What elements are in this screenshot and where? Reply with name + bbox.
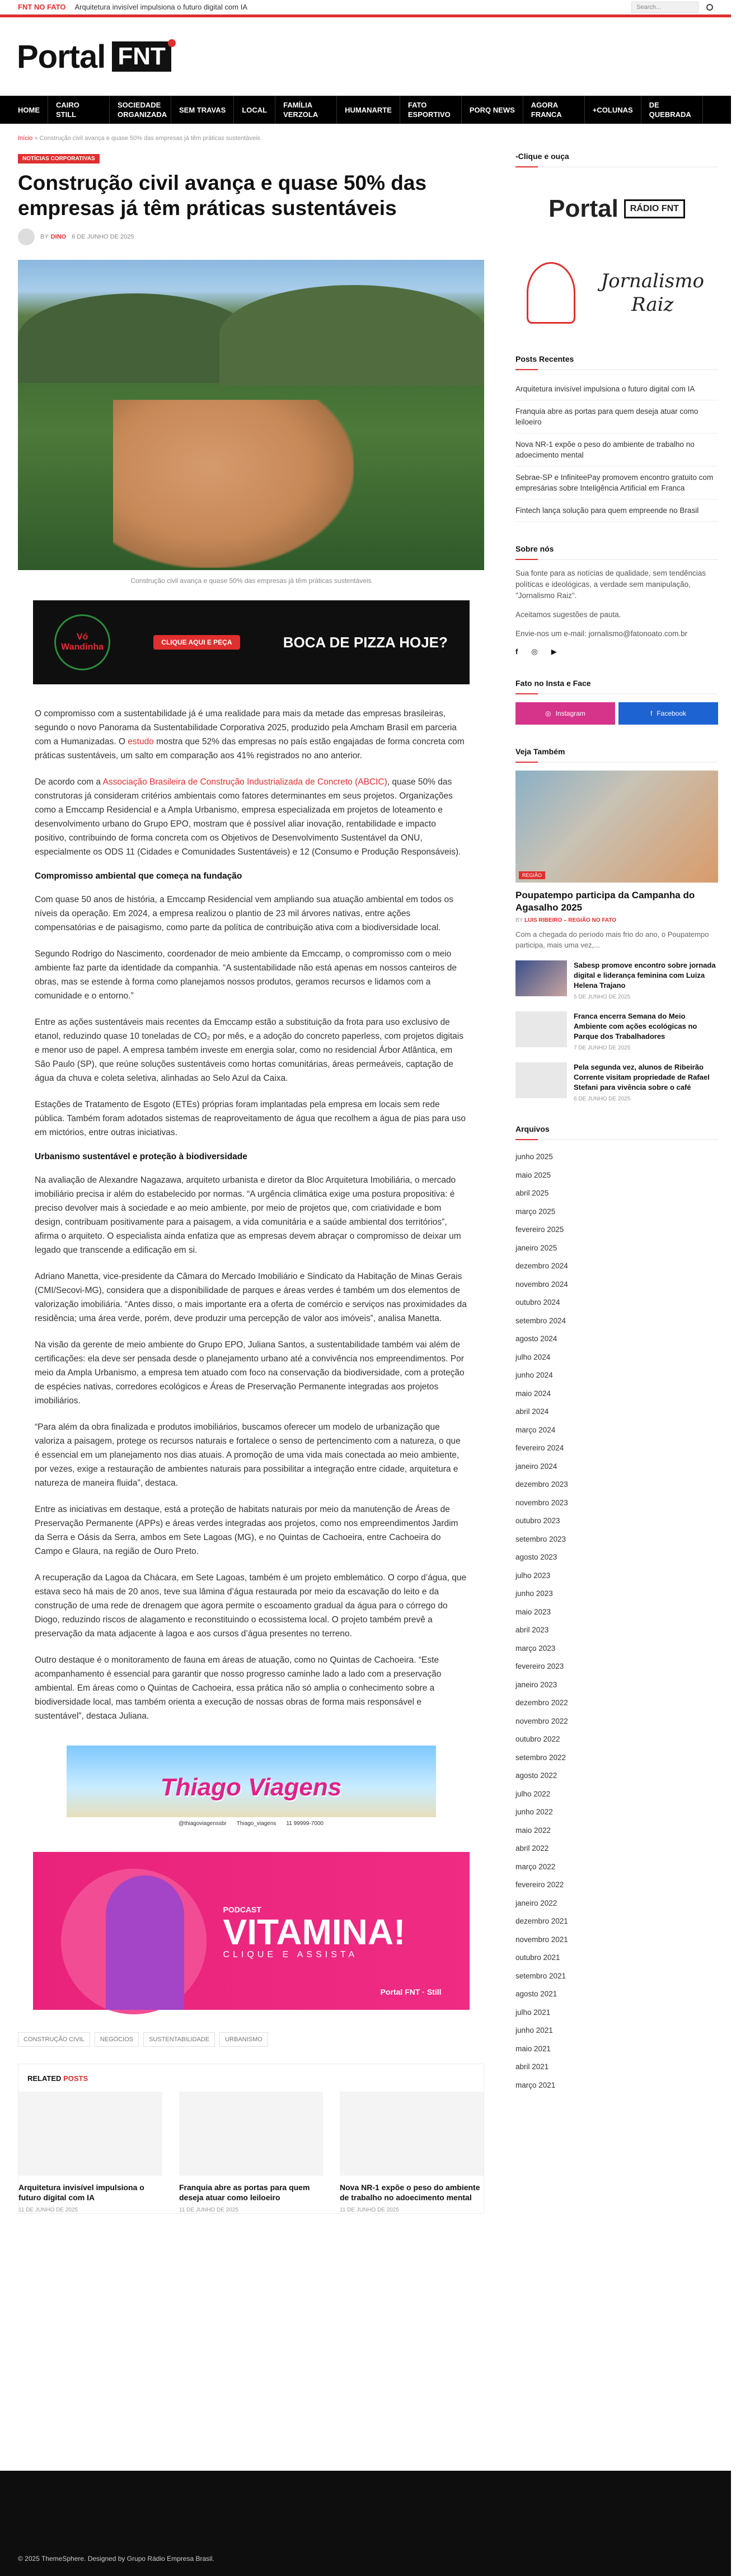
podcast-subtitle: CLIQUE E ASSISTA: [223, 1950, 358, 1959]
article-column: [18, 124, 502, 2214]
article-date: 6 DE JUNHO DE 2025: [72, 234, 134, 240]
related-title[interactable]: Franquia abre as portas para quem deseja atuar como leiloeiro: [179, 2183, 310, 2202]
nav-item[interactable]: HUMANARTE: [337, 96, 400, 124]
about-widget: [515, 544, 718, 656]
author-avatar[interactable]: [18, 228, 35, 245]
widget-title: Sobre nós: [515, 544, 718, 560]
archive-link[interactable]: julho 2021: [515, 2008, 551, 2017]
archive-link[interactable]: outubro 2024: [515, 1298, 560, 1306]
featured-post-image[interactable]: [515, 771, 718, 883]
widget-title: Veja Também: [515, 747, 718, 763]
nav-item[interactable]: FAMÍLIA VERZOLA: [275, 96, 337, 124]
paragraph: A recuperação da Lagoa da Chácara, em Sete Lagoas, também é um projeto emblemático. O corpo d’água, que estava seco há mais de 20 anos, teve sua lâmina d’água restaurada por meio da escavação do leito e da construção de uma rede de drenagem que agora permite o escoamento gradual da água para o córrego do Diogo, reduzindo riscos de alagamento e reconstituindo o ecossistema local. O projeto também prevê a preservação da mata adjacente à lagoa e aos cursos d’água presentes no terreno.: [35, 1573, 467, 1639]
podcast-ad-banner[interactable]: [33, 1852, 470, 2010]
youtube-icon[interactable]: ▶: [551, 647, 557, 656]
archive-link[interactable]: abril 2025: [515, 1189, 549, 1197]
see-also-item[interactable]: [515, 960, 718, 1000]
about-email[interactable]: Envie-nos um e-mail: jornalismo@fatonoato.com.br: [515, 629, 688, 638]
logo-mark: FNT: [112, 41, 171, 72]
recent-post-link[interactable]: Nova NR-1 expõe o peso do ambiente de trabalho no adoecimento mental: [515, 433, 718, 466]
widget-title: Posts Recentes: [515, 354, 718, 370]
paragraph: Adriano Manetta, vice-presidente da Câmara do Mercado Imobiliário e Sindicato da Habitação de Minas Gerais (CMI/Secovi-MG), considera que a disponibilidade de parques e áreas verdes é também um dos elementos de valorização imobiliária. “Antes disso, o mais importante era a oferta de comércio e serviços nas proximidades da residência; uma área verde, porém, deve produzir uma percepção de valor aos imóveis”, analisa Manetta.: [35, 1272, 467, 1323]
archive-link[interactable]: abril 2022: [515, 1844, 549, 1852]
paragraph: “Para além da obra finalizada e produtos imobiliários, buscamos oferecer um modelo de urbanização que valoriza a paisagem, protege os recursos naturais e fortalece o senso de pertencimento com a natureza, o que é essencial em um planejamento nos dias atuais. A promoção de uma vida mais conectada ao meio ambiente, por vezes, exige a restauração de ambientes naturais para possibilitar a integração entre cidade, arquitetura e natureza de maneira fluida”, destaca.: [35, 1422, 461, 1488]
top-bar: [0, 0, 731, 15]
see-also-item[interactable]: [515, 1011, 718, 1051]
travel-ad-title: Thiago Viagens: [160, 1774, 342, 1801]
paragraph: Entre as iniciativas em destaque, está a proteção de habitats naturais por meio da manutenção de Áreas de Preservação Permanente (APPs) e áreas verdes integradas aos projetos, como nos empreendimentos Jardim da Serra e Oásis da Serra, ambos em Sete Lagoas (MG), e no Quintas de Cachoeira, entre Cachoeira do Campo e Glaura, na região de Ouro Preto.: [35, 1505, 458, 1556]
featured-post-excerpt: Com a chegada do período mais frio do ano, o Poupatempo participa, mais uma vez,...: [515, 930, 709, 949]
related-date: 11 DE JUNHO DE 2025: [179, 2207, 238, 2213]
related-date: 11 DE JUNHO DE 2025: [18, 2207, 78, 2213]
related-title[interactable]: Arquitetura invisível impulsiona o futuro digital com IA: [18, 2183, 144, 2202]
pizza-ad-headline: BOCA DE PIZZA HOJE?: [283, 634, 448, 651]
archive-link[interactable]: julho 2024: [515, 1352, 551, 1361]
about-text: Sua fonte para as notícias de qualidade, sem tendências políticas e ideológicas, a verdade sem manipulação, "Jornalismo Raiz".: [515, 569, 706, 600]
podcast-title: VITAMINA!: [223, 1912, 406, 1952]
paragraph: Na avaliação de Alexandre Nagazawa, arquiteto urbanista e diretor da Bloc Arquitetura Imobiliária, o mercado imobiliário precisa ir além do estabelecido por normas. “A urgência climática exige uma postura propositiva: é preciso devolver mais à sociedade e ao meio ambiente, por meio de projetos que, com criatividade e bom design, contribuam positivamente para a paisagem, a vida comunitária e a saúde ambiental dos territórios”, afirma o arquiteto. O especialista ainda enfatiza que as empresas devem abraçar o compromisso de deixar um legado que transcende a edificação em si.: [35, 1175, 461, 1255]
archive-link[interactable]: junho 2022: [515, 1808, 553, 1816]
facebook-icon: f: [650, 710, 653, 717]
related-title[interactable]: Nova NR-1 expõe o peso do ambiente de trabalho no adoecimento mental: [340, 2183, 480, 2202]
see-also-item[interactable]: [515, 1062, 718, 1102]
nav-item[interactable]: DE QUEBRADA: [641, 96, 703, 124]
archive-link[interactable]: dezembro 2024: [515, 1262, 568, 1270]
recent-post-link[interactable]: Sebrae-SP e InfiniteePay promovem encontro gratuito com empresárias sobre Inteligência Artificial em Franca: [515, 466, 718, 500]
archive-link[interactable]: maio 2025: [515, 1170, 551, 1179]
category-badge[interactable]: REGIÃO: [519, 871, 545, 879]
archive-link[interactable]: agosto 2022: [515, 1771, 557, 1780]
instagram-button[interactable]: ◎ Instagram: [515, 702, 615, 725]
see-also-thumbnail[interactable]: [515, 960, 567, 996]
archive-link[interactable]: setembro 2023: [515, 1534, 566, 1543]
archive-link[interactable]: dezembro 2023: [515, 1480, 568, 1488]
search-input[interactable]: Search...: [631, 2, 699, 13]
recent-post-link[interactable]: Arquitetura invisível impulsiona o futuro digital com IA: [515, 378, 718, 400]
archive-link[interactable]: novembro 2023: [515, 1498, 568, 1507]
widget-title: Arquivos: [515, 1124, 718, 1140]
widget-title: -Clique e ouça: [515, 152, 718, 167]
archive-link[interactable]: maio 2023: [515, 1607, 551, 1616]
author-name[interactable]: LUIS RIBEIRO: [524, 917, 562, 923]
archive-link[interactable]: dezembro 2021: [515, 1917, 568, 1925]
instagram-icon: ◎: [545, 710, 551, 717]
nav-item[interactable]: SOCIEDADE ORGANIZADA: [110, 96, 171, 124]
instagram-icon[interactable]: ◎: [531, 647, 538, 656]
site-logo[interactable]: [17, 38, 171, 76]
article-body: [18, 707, 484, 1723]
breadcrumb-current: Construção civil avança e quase 50% das empresas já têm práticas sustentáveis: [39, 135, 260, 142]
nav-item[interactable]: PORQ NEWS: [462, 96, 523, 124]
tag-link[interactable]: URBANISMO: [219, 2032, 268, 2047]
archive-link[interactable]: janeiro 2024: [515, 1462, 557, 1471]
archive-link[interactable]: março 2024: [515, 1425, 556, 1434]
related-card[interactable]: [340, 2092, 484, 2213]
about-text: Aceitamos sugestões de pauta.: [515, 610, 621, 619]
archive-link[interactable]: janeiro 2023: [515, 1680, 557, 1689]
see-also-thumbnail[interactable]: [515, 1011, 567, 1047]
related-card[interactable]: [18, 2092, 162, 2213]
category-badge[interactable]: NOTÍCIAS CORPORATIVAS: [18, 154, 100, 164]
archive-link[interactable]: abril 2024: [515, 1407, 549, 1416]
podcast-brand: Portal FNT · Still: [380, 1987, 442, 1996]
featured-post-title[interactable]: Poupatempo participa da Campanha do Agasalho 2025: [515, 890, 695, 913]
site-footer: [0, 2471, 731, 2576]
see-also-widget: [515, 747, 718, 1102]
paragraph: De acordo com a Associação Brasileira de Construção Industrializada de Concreto (ABCIC), quase 50% das construtoras já consideram critérios ambientais como fatores determinantes em seus projetos. Organizações como a Emccamp Residencial e a Ampla Urbanismo, empresa especializada em projetos de loteamento e desenvolvimento urbano do Grupo EPO, mostram que é possível aliar inovação, rentabilidade e impacto positivo, contribuindo de forma concreta com os Objetivos de Desenvolvimento Sustentável da ONU, especialmente os ODS 11 (Cidades e Comunidades Sustentáveis) e 12 (Consumo e Produção Responsáveis).: [35, 777, 461, 857]
nav-item[interactable]: HOME: [10, 96, 48, 124]
archive-link[interactable]: fevereiro 2023: [515, 1662, 564, 1670]
related-thumbnail[interactable]: [179, 2092, 323, 2176]
insta-face-widget: [515, 679, 718, 725]
widget-title: Fato no Insta e Face: [515, 679, 718, 694]
paragraph: Na visão da gerente de meio ambiente do Grupo EPO, Juliana Santos, a sustentabilidade também vai além de certificações: ela deve ser pensada desde o planejamento urbano até a convivência nos empreendimentos. Por meio da Ampla Urbanismo, a empresa tem atuado com foco na conservação da biodiversidade, com a proteção de espécies nativas, corredores ecológicos e Áreas de Preservação Permanente integradas aos projetos imobiliários.: [35, 1340, 465, 1406]
archive-link[interactable]: janeiro 2022: [515, 1898, 557, 1907]
paragraph: Entre as ações sustentáveis mais recentes da Emccamp estão a substituição da frota para uso exclusivo de etanol, reduzindo quase 10 toneladas de CO₂ por mês, e a adoção do concreto paperless, com projetos digitais e menor uso de papel. A empresa também investe em energia solar, como no residencial Árbor Atlântica, em São Paulo (SP), que reúne soluções sustentáveis como hortas comunitárias, áreas permeáveis, captação de água da chuva e coleta seletiva, alinhadas ao Selo Azul da Caixa.: [35, 1018, 463, 1083]
article-meta: [18, 228, 484, 245]
see-also-title[interactable]: Pela segunda vez, alunos de Ribeirão Corrente visitam propriedade de Rafael Stefani para vivência sobre o café: [574, 1063, 710, 1091]
section-heading: Compromisso ambiental que começa na fundação: [35, 871, 242, 881]
archive-link[interactable]: maio 2022: [515, 1826, 551, 1835]
see-also-date: 7 DE JUNHO DE 2025: [574, 1045, 631, 1051]
logo-text: Portal: [17, 38, 106, 75]
facebook-button[interactable]: f Facebook: [618, 702, 718, 725]
sidebar: [515, 124, 718, 2214]
related-posts: [18, 2064, 484, 2214]
nav-item[interactable]: SEM TRAVAS: [171, 96, 234, 124]
archive-link[interactable]: maio 2024: [515, 1389, 551, 1398]
archive-link[interactable]: abril 2023: [515, 1626, 549, 1634]
see-also-title[interactable]: Sabesp promove encontro sobre jornada digital e liderança feminina com Luiza Helena Trajano: [574, 961, 716, 990]
related-thumbnail[interactable]: [340, 2092, 484, 2176]
breadcrumb-home[interactable]: Início: [18, 135, 33, 142]
main-nav: [0, 96, 731, 124]
author-name[interactable]: DINO: [50, 234, 67, 240]
related-title: RELATED POSTS: [27, 2074, 88, 2083]
archive-link[interactable]: junho 2023: [515, 1589, 553, 1598]
featured-post[interactable]: REGIÃO Poupatempo participa da Campanha do Agasalho 2025 BY LUIS RIBEIRO – REGIÃO NO FATO Com a chegada do período mais frio do ano, o Poupatempo participa, mais uma vez,...: [515, 771, 718, 950]
paragraph: Segundo Rodrigo do Nascimento, coordenador de meio ambiente da Emccamp, o compromisso com o meio ambiente faz parte da identidade da companhia. “A sustentabilidade não está apenas em nossos canteiros de obras, mas se estende à forma como planejamos nossos produtos, geramos recursos e lidamos com a comunidade e o entorno.”: [35, 949, 457, 1001]
tag-link[interactable]: NEGÓCIOS: [95, 2032, 139, 2047]
archive-link[interactable]: março 2023: [515, 1644, 556, 1653]
archive-link[interactable]: março 2021: [515, 2080, 556, 2089]
nav-item[interactable]: AGORA FRANCA: [523, 96, 585, 124]
archive-link[interactable]: agosto 2021: [515, 1990, 557, 1998]
archive-widget: [515, 1124, 718, 2094]
topbar-tag[interactable]: FNT NO FATO: [18, 3, 66, 11]
travel-ad-banner[interactable]: [67, 1746, 436, 1830]
see-also-title[interactable]: Franca encerra Semana do Meio Ambiente com ações ecológicas no Parque dos Trabalhadores: [574, 1012, 697, 1040]
archive-link[interactable]: março 2022: [515, 1862, 556, 1871]
related-thumbnail[interactable]: [18, 2092, 162, 2176]
archive-link[interactable]: julho 2023: [515, 1571, 551, 1580]
image-caption: Construção civil avança e quase 50% das empresas já têm práticas sustentáveis: [130, 577, 372, 585]
archive-link[interactable]: julho 2022: [515, 1789, 551, 1798]
archive-link[interactable]: dezembro 2022: [515, 1698, 568, 1707]
paragraph: Com quase 50 anos de história, a Emccamp Residencial vem ampliando sua atuação ambiental em todos os níveis da operação. Em 2024, a empresa realizou o plantio de 23 mil árvores nativas, entre ações compensatórias e de paisagismo, como parte da política de contribuição ativa com a biodiversidade local.: [35, 895, 453, 932]
hero-image: [18, 260, 484, 570]
social-icons: [515, 647, 718, 656]
copyright: © 2025 ThemeSphere. Designed by Grupo Rádio Empresa Brasil.: [18, 2555, 214, 2563]
podcast-label: PODCAST: [223, 1905, 261, 1914]
archive-link[interactable]: março 2025: [515, 1207, 556, 1216]
travel-ad-footer: @thiagoviagenssbr Thiago_viagens 11 99999-7000: [67, 1817, 436, 1830]
jornalismo-raiz-logo[interactable]: Jornalismo Raiz: [515, 254, 718, 332]
paragraph: O compromisso com a sustentabilidade já é uma realidade para mais da metade das empresas brasileiras, segundo o novo Panorama da Sustentabilidade Corporativa 2025, produzido pela Amcham Brasil em parceria com a Humanizadas. O estudo mostra que 52% das empresas no país estão engajadas de forma concreta com práticas sustentáveis, um salto em comparação aos 41% registrados no ano anterior.: [35, 709, 465, 760]
recent-post-link[interactable]: Franquia abre as portas para quem deseja atuar como leiloeiro: [515, 400, 718, 433]
by-label: BY: [40, 234, 49, 240]
archive-link[interactable]: junho 2021: [515, 2026, 553, 2034]
pizza-ad-button[interactable]: CLIQUE AQUI E PEÇA: [153, 635, 240, 650]
pizza-ad-logo: Vó Wandinha: [54, 614, 110, 670]
archive-link[interactable]: novembro 2022: [515, 1716, 568, 1725]
archive-link[interactable]: agosto 2023: [515, 1553, 557, 1561]
archive-link[interactable]: fevereiro 2024: [515, 1444, 564, 1452]
archive-link[interactable]: novembro 2024: [515, 1280, 568, 1289]
archive-link[interactable]: agosto 2024: [515, 1334, 557, 1343]
archive-link[interactable]: fevereiro 2025: [515, 1225, 564, 1234]
archive-link[interactable]: outubro 2021: [515, 1953, 560, 1962]
archive-link[interactable]: janeiro 2025: [515, 1243, 557, 1252]
raiz-emblem-icon: [527, 262, 575, 324]
nav-item[interactable]: CAIRO STILL: [48, 96, 110, 124]
section-heading: Urbanismo sustentável e proteção à biodiversidade: [35, 1152, 247, 1161]
pizza-ad-banner[interactable]: [33, 600, 470, 684]
paragraph: Outro destaque é o monitoramento de fauna em áreas de atuação, como no Quintas de Cachoeira. “Este acompanhamento é essencial para garantir que nosso progresso caminhe lado a lado com a preservação ambiental. Em áreas como o Quintas de Cachoeira, essa prática não só amplia o conhecimento sobre a biodiversidade local, mas também orienta a execução de nossas obras de forma mais responsável e sustentável”, destaca Juliana.: [35, 1655, 442, 1721]
archive-link[interactable]: outubro 2023: [515, 1516, 560, 1525]
tag-link[interactable]: CONSTRUÇÃO CIVIL: [18, 2032, 90, 2047]
podcast-host-image: [106, 1875, 184, 2010]
related-date: 11 DE JUNHO DE 2025: [340, 2207, 399, 2213]
archive-link[interactable]: outubro 2022: [515, 1735, 560, 1743]
related-card[interactable]: [179, 2092, 323, 2213]
breadcrumb: Início » Construção civil avança e quase 50% das empresas já têm práticas sustentáveis: [18, 135, 260, 142]
study-link[interactable]: estudo: [128, 737, 154, 746]
paragraph: Estações de Tratamento de Esgoto (ETEs) próprias foram implantadas pela empresa em locais sem rede pública. Também foram adotados sistemas de reaproveitamento de água que recolhem a água de pias para uso em mictórios, entre outras iniciativas.: [35, 1100, 466, 1137]
search-icon[interactable]: [706, 4, 713, 11]
article-title: Construção civil avança e quase 50% das empresas já têm práticas sustentáveis: [18, 171, 427, 220]
facebook-icon[interactable]: f: [515, 647, 518, 656]
archive-link[interactable]: maio 2021: [515, 2044, 551, 2053]
archive-link[interactable]: setembro 2021: [515, 1971, 566, 1980]
archive-link[interactable]: setembro 2024: [515, 1316, 566, 1325]
archive-link[interactable]: junho 2025: [515, 1152, 553, 1161]
listen-widget: [515, 152, 718, 332]
see-also-date: 6 DE JUNHO DE 2025: [574, 1096, 631, 1102]
nav-item[interactable]: LOCAL: [234, 96, 275, 124]
tag-link[interactable]: SUSTENTABILIDADE: [143, 2032, 215, 2047]
radio-logo[interactable]: Portal RÁDIO FNT: [515, 175, 718, 242]
topbar-headline[interactable]: Arquitetura invisível impulsiona o futuro digital com IA: [74, 3, 248, 11]
recent-posts-widget: [515, 354, 718, 522]
archive-link[interactable]: fevereiro 2022: [515, 1880, 564, 1889]
nav-item[interactable]: +COLUNAS: [585, 96, 641, 124]
abcic-link[interactable]: Associação Brasileira de Construção Industrializada de Concreto (ABCIC): [102, 777, 387, 787]
nav-item[interactable]: FATO ESPORTIVO: [400, 96, 462, 124]
archive-link[interactable]: setembro 2022: [515, 1753, 566, 1762]
tag-list: [18, 2032, 484, 2047]
see-also-date: 5 DE JUNHO DE 2025: [574, 994, 631, 1000]
see-also-thumbnail[interactable]: [515, 1062, 567, 1098]
recent-post-link[interactable]: Fintech lança solução para quem empreende no Brasil: [515, 500, 718, 522]
archive-link[interactable]: abril 2021: [515, 2062, 549, 2071]
site-header: [0, 17, 731, 96]
archive-link[interactable]: novembro 2021: [515, 1935, 568, 1944]
archive-link[interactable]: junho 2024: [515, 1371, 553, 1379]
